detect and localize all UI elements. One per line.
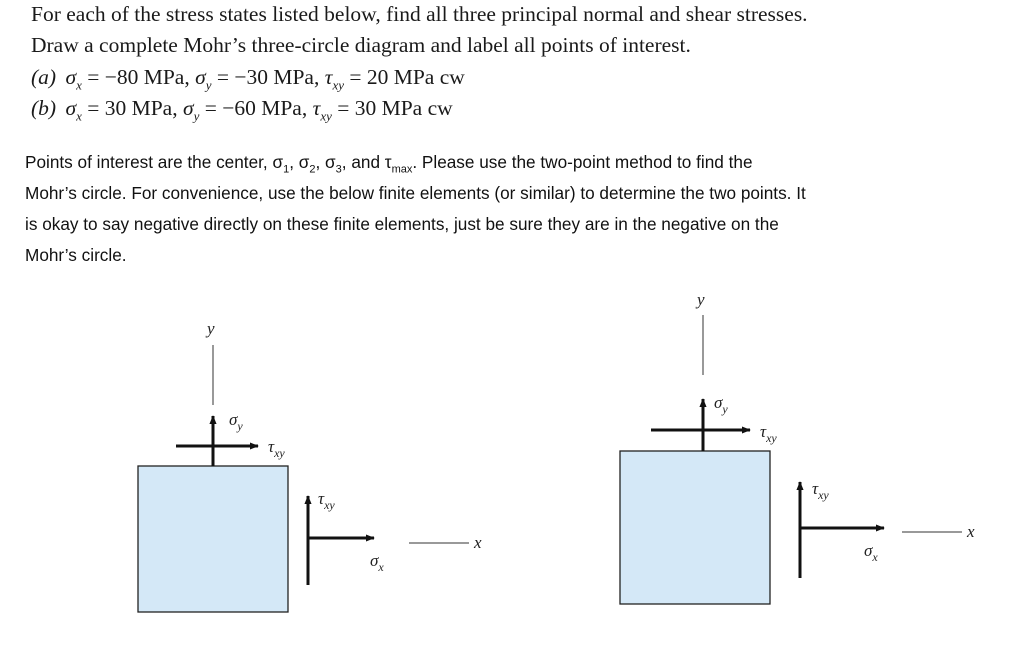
sigma-y-value: = −60 MPa,	[204, 96, 308, 120]
note-line-1-part-c: , σ	[289, 152, 310, 172]
element-b-square	[620, 451, 770, 604]
tau-xy-value: = 20 MPa cw	[349, 65, 465, 89]
y-axis-label: y	[207, 319, 215, 338]
sigma-y-label: $\sigma_y$	[714, 393, 728, 416]
tau-xy-symbol: τ	[312, 96, 321, 120]
element-b	[620, 290, 975, 604]
sigma-x-symbol: σ	[65, 65, 77, 89]
sigma-x-label: $\sigma_x$	[370, 551, 384, 574]
x-axis-label: x	[967, 522, 975, 541]
problem-line-1: For each of the stress states listed below, find all three principal normal and shear stresses.	[31, 2, 808, 26]
sigma-x-symbol: σ	[65, 96, 77, 120]
problem-line-2: Draw a complete Mohr’s three-circle diagram and label all points of interest.	[31, 33, 691, 57]
sigma-y-label: $\sigma_y$	[229, 410, 243, 433]
sigma-y-sub: y	[193, 108, 200, 124]
sigma-x-value: = −80 MPa,	[87, 65, 190, 89]
tau-xy-right-label: $\tau_{xy}$	[812, 479, 829, 502]
element-a	[138, 319, 482, 612]
tau-xy-sub: xy	[332, 77, 344, 93]
tau-max-sub: max	[391, 163, 413, 176]
sigma-x-sub: x	[76, 108, 82, 124]
sigma-1-sub: 1	[283, 163, 290, 176]
x-axis-label: x	[474, 533, 482, 552]
tau-xy-top-label: $\tau_{xy}$	[268, 437, 285, 460]
y-axis-label: y	[697, 290, 705, 309]
tau-xy-value: = 30 MPa cw	[337, 96, 453, 120]
tau-xy-right-label: $\tau_{xy}$	[318, 489, 335, 512]
sigma-y-sub: y	[205, 77, 212, 93]
sigma-y-symbol: σ	[195, 65, 206, 89]
sigma-y-value: = −30 MPa,	[216, 65, 320, 89]
case-b-label: (b)	[31, 96, 57, 120]
tau-xy-top-label: $\tau_{xy}$	[760, 422, 777, 445]
note-line-2: Mohr’s circle. For convenience, use the below finite elements (or similar) to determine the two points. It	[25, 183, 806, 203]
sigma-x-value: = 30 MPa,	[87, 96, 178, 120]
note-line-4: Mohr’s circle.	[25, 245, 127, 265]
note-line-1-part-e: , σ	[315, 152, 336, 172]
tau-xy-sub: xy	[320, 108, 332, 124]
note-line-1-part-i: . Please use the two-point method to find the	[412, 152, 753, 172]
tau-xy-symbol: τ	[324, 65, 333, 89]
element-a-square	[138, 466, 288, 612]
case-a-label: (a)	[31, 65, 57, 89]
sigma-3-sub: 3	[335, 163, 342, 176]
note-line-3: is okay to say negative directly on these finite elements, just be sure they are in the negative on the	[25, 214, 779, 234]
sigma-x-label: $\sigma_x$	[864, 541, 878, 564]
note-line-1-part-a: Points of interest are the center, σ	[25, 152, 284, 172]
sigma-y-symbol: σ	[182, 96, 194, 120]
sigma-2-sub: 2	[309, 163, 316, 176]
note-line-1-part-g: , and τ	[341, 152, 392, 172]
sigma-x-sub: x	[76, 77, 82, 93]
